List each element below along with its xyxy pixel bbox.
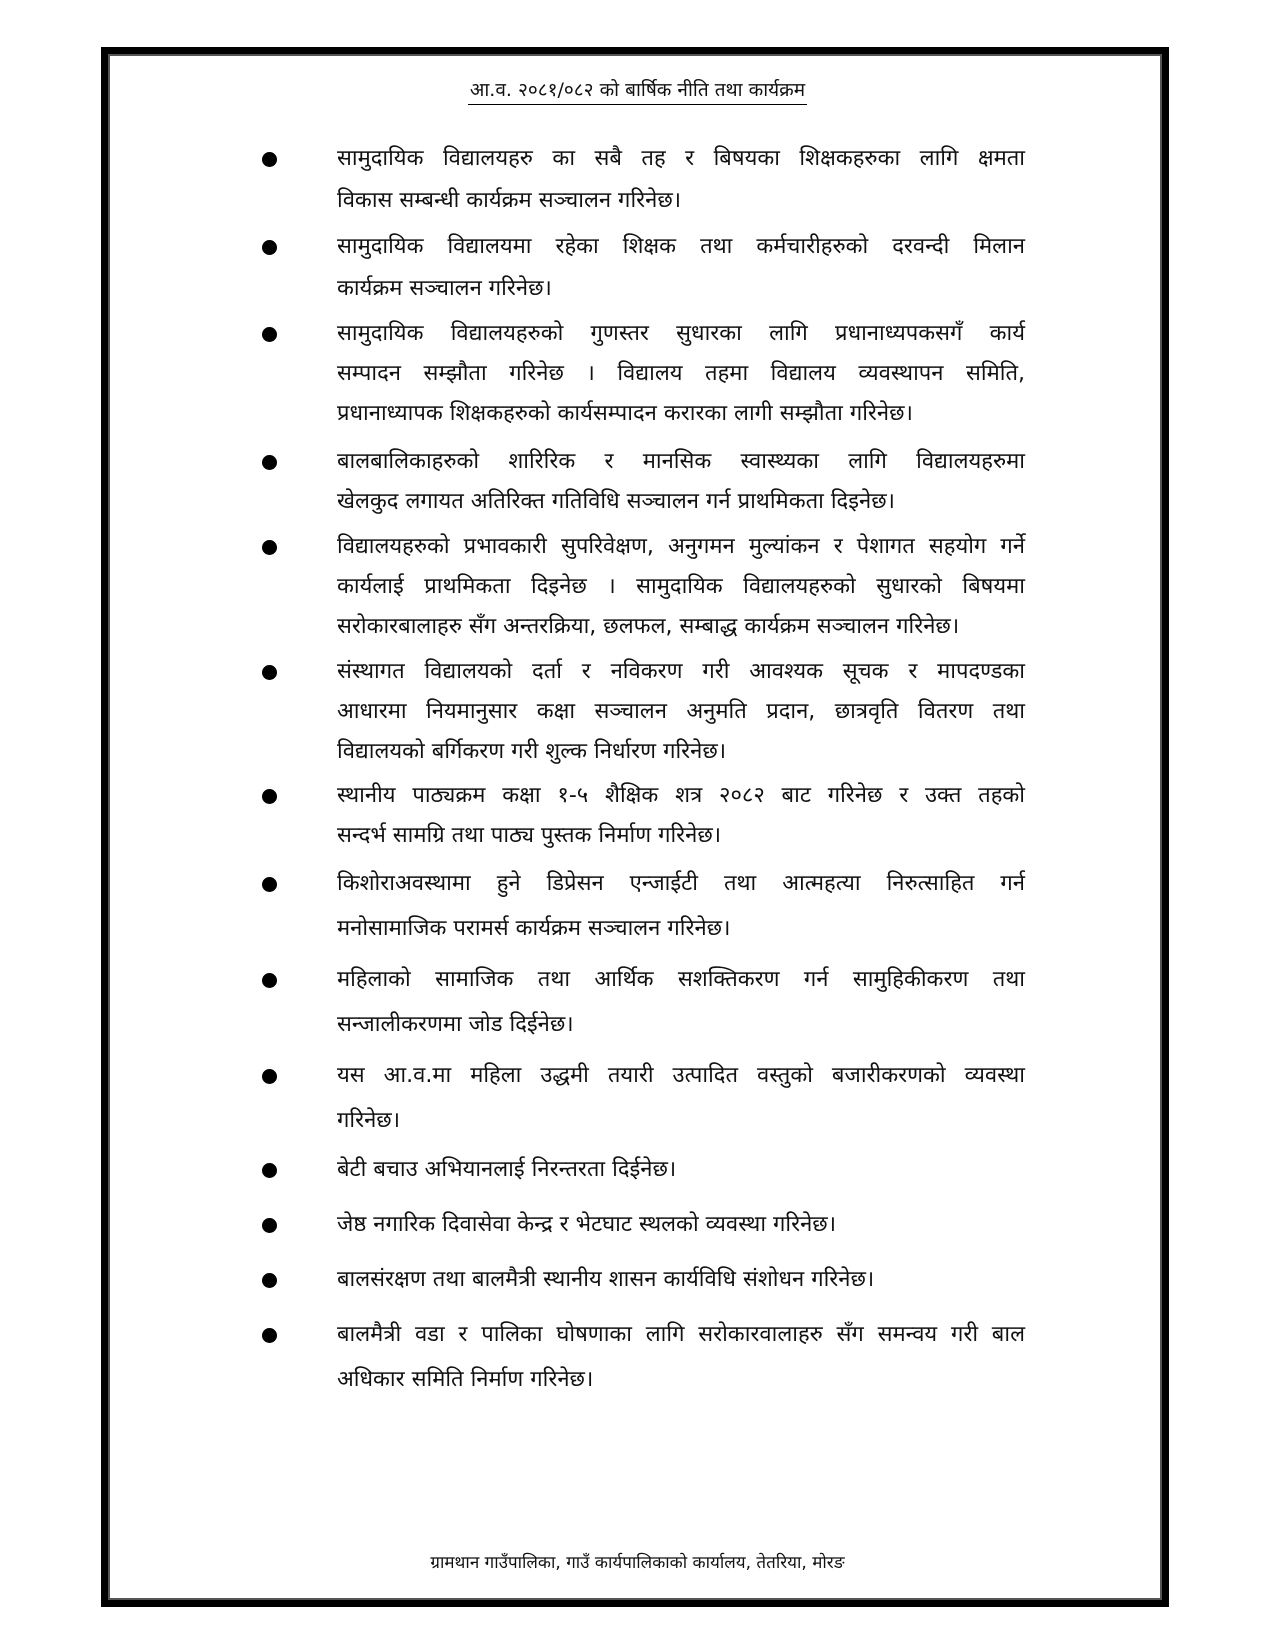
list-item-line: बालबालिकाहरुको शारिरिक र मानसिक स्वास्थ्यका लागि विद्यालयहरुमा	[337, 449, 1025, 474]
header-title: आ.व. २०८१/०८२ को बार्षिक नीति तथा कार्यक्रम	[468, 78, 807, 105]
bullet-icon	[262, 877, 277, 892]
list-item-line: बालमैत्री वडा र पालिका घोषणाका लागि सरोकारवालाहरु सँग समन्वय गरी बाल	[337, 1322, 1025, 1347]
list-item-line: विकास सम्बन्धी कार्यक्रम सञ्चालन गरिनेछ।	[337, 188, 682, 213]
list-item-line: कार्यलाई प्राथमिकता दिइनेछ । सामुदायिक विद्यालयहरुको सुधारको बिषयमा	[337, 574, 1025, 599]
bullet-icon	[262, 665, 277, 680]
bullet-icon	[262, 1328, 277, 1343]
bullet-icon	[262, 455, 277, 470]
bullet-icon	[262, 327, 277, 342]
bullet-icon	[262, 1163, 277, 1178]
list-item-line: अधिकार समिति निर्माण गरिनेछ।	[337, 1367, 594, 1392]
list-item-line: बालसंरक्षण तथा बालमैत्री स्थानीय शासन कार्यविधि संशोधन गरिनेछ।	[337, 1267, 875, 1292]
bullet-icon	[262, 152, 277, 167]
list-item-line: कार्यक्रम सञ्चालन गरिनेछ।	[337, 276, 552, 301]
bullet-icon	[262, 540, 277, 555]
list-item-line: महिलाको सामाजिक तथा आर्थिक सशक्तिकरण गर्न सामुहिकीकरण तथा	[337, 967, 1025, 992]
list-item-line: मनोसामाजिक परामर्स कार्यक्रम सञ्चालन गरिनेछ।	[337, 916, 731, 941]
list-item-line: जेष्ठ नगारिक दिवासेवा केन्द्र र भेटघाट स्थलको व्यवस्था गरिनेछ।	[337, 1212, 837, 1237]
list-item-line: गरिनेछ।	[337, 1108, 401, 1133]
list-item-line: सामुदायिक विद्यालयहरु का सबै तह र बिषयका शिक्षकहरुका लागि क्षमता	[337, 146, 1025, 171]
bullet-icon	[262, 240, 277, 255]
list-item-line: आधारमा नियमानुसार कक्षा सञ्चालन अनुमति प्रदान, छात्रवृति वितरण तथा	[337, 699, 1025, 724]
list-item-line: सरोकारबालाहरु सँग अन्तरक्रिया, छलफल, सम्बाद्ध कार्यक्रम सञ्चालन गरिनेछ।	[337, 614, 960, 639]
list-item-line: विद्यालयहरुको प्रभावकारी सुपरिवेक्षण, अनुगमन मुल्यांकन र पेशागत सहयोग गर्ने	[337, 534, 1025, 559]
list-item-line: स्थानीय पाठ्यक्रम कक्षा १-५ शैक्षिक शत्र २०८२ बाट गरिनेछ र उक्त तहको	[337, 783, 1025, 808]
bullet-icon	[262, 1218, 277, 1233]
list-item-line: सन्जालीकरणमा जोड दिईनेछ।	[337, 1012, 574, 1037]
list-item-line: सामुदायिक विद्यालयमा रहेका शिक्षक तथा कर्मचारीहरुको दरवन्दी मिलान	[337, 234, 1025, 259]
bullet-icon	[262, 973, 277, 988]
bullet-icon	[262, 789, 277, 804]
list-item-line: प्रधानाध्यापक शिक्षकहरुको कार्यसम्पादन करारका लागी सम्झौता गरिनेछ।	[337, 401, 913, 426]
list-item-line: सामुदायिक विद्यालयहरुको गुणस्तर सुधारका लागि प्रधानाध्यपकसगँ कार्य	[337, 321, 1025, 346]
list-item-line: संस्थागत विद्यालयको दर्ता र नविकरण गरी आवश्यक सूचक र मापदण्डका	[337, 659, 1025, 684]
list-item-line: विद्यालयको बर्गिकरण गरी शुल्क निर्धारण गरिनेछ।	[337, 739, 727, 764]
list-item-line: किशोराअवस्थामा हुने डिप्रेसन एन्जाईटी तथा आत्महत्या निरुत्साहित गर्न	[337, 871, 1025, 896]
list-item-line: सम्पादन सम्झौता गरिनेछ । विद्यालय तहमा विद्यालय व्यवस्थापन समिति,	[337, 361, 1025, 386]
list-item-line: यस आ.व.मा महिला उद्धमी तयारी उत्पादित वस्तुको बजारीकरणको व्यवस्था	[337, 1063, 1025, 1088]
list-item-line: बेटी बचाउ अभियानलाई निरन्तरता दिईनेछ।	[337, 1157, 677, 1182]
document-footer: ग्रामथान गाउँपालिका, गाउँ कार्यपालिकाको कार्यालय, तेतरिया, मोरङ	[430, 1553, 845, 1573]
list-item-line: खेलकुद लगायत अतिरिक्त गतिविधि सञ्चालन गर्न प्राथमिकता दिइनेछ।	[337, 489, 895, 514]
bullet-icon	[262, 1273, 277, 1288]
document-header	[0, 78, 1275, 105]
bullet-icon	[262, 1069, 277, 1084]
list-item-line: सन्दर्भ सामग्रि तथा पाठ्य पुस्तक निर्माण गरिनेछ।	[337, 823, 722, 848]
